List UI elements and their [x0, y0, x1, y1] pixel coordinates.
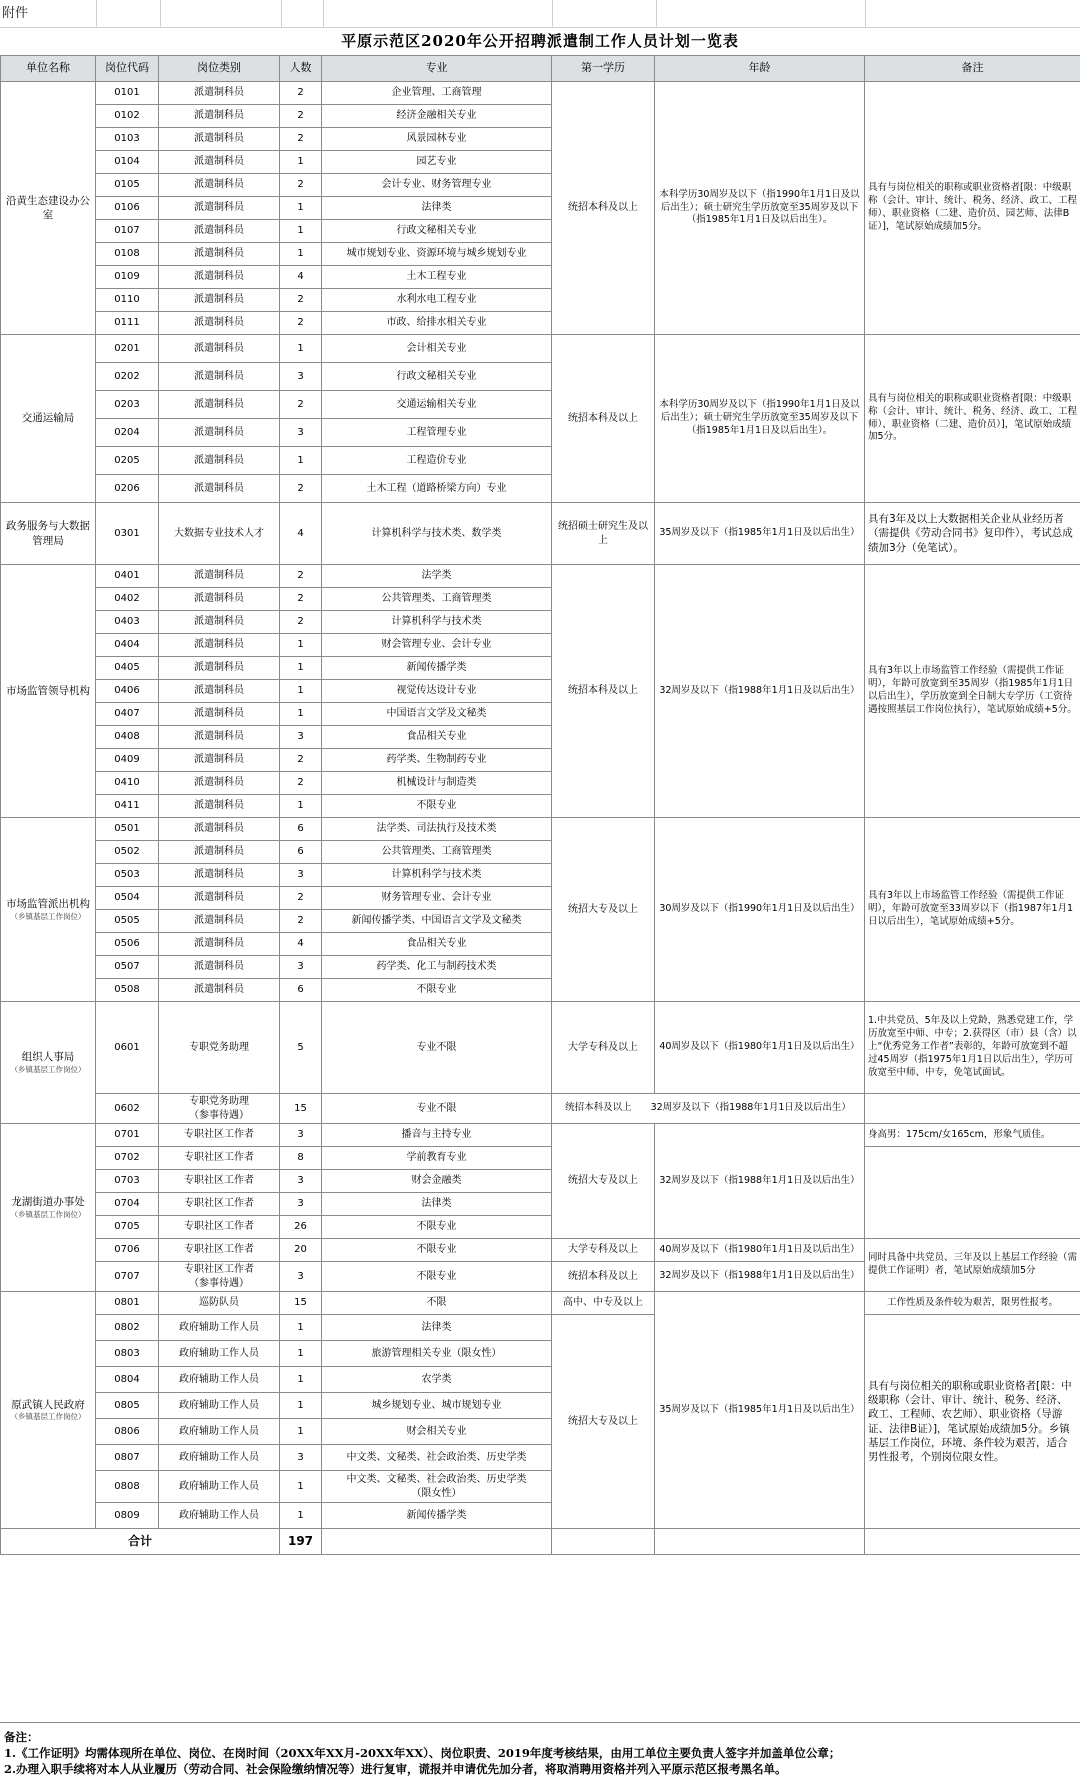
count-cell: 2 — [280, 82, 322, 105]
major-cell: 土木工程专业 — [322, 266, 552, 289]
notes-cell: 1.中共党员、5年及以上党龄，熟悉党建工作，学历放宽至中师、中专；2.获得区（市）县（含）以上“优秀党务工作者”表彰的，年龄可放宽到不超过45周岁（指1975年1月1日以后出生），学历可放宽至中师、中专，免笔试面试。 — [865, 1002, 1080, 1094]
category-cell: 政府辅助工作人员 — [159, 1445, 280, 1471]
count-cell: 1 — [280, 243, 322, 266]
count-cell: 6 — [280, 841, 322, 864]
code-cell: 0504 — [96, 887, 159, 910]
category-cell: 派遣制科员 — [159, 703, 280, 726]
code-cell: 0105 — [96, 174, 159, 197]
major-cell: 市政、给排水相关专业 — [322, 312, 552, 335]
age-cell: 35周岁及以下（指1985年1月1日及以后出生） — [655, 503, 865, 565]
count-cell: 20 — [280, 1239, 322, 1262]
education-cell: 统招大专及以上 — [552, 1315, 655, 1529]
age-cell: 30周岁及以下（指1990年1月1日及以后出生） — [655, 818, 865, 1002]
unit-subtitle: （乡镇基层工作岗位） — [10, 1064, 86, 1074]
major-cell: 财务管理专业、会计专业 — [322, 887, 552, 910]
age-cell: 本科学历30周岁及以下（指1990年1月1日及以后出生）；硕士研究生学历放宽至35周岁及以下（指1985年1月1日及以后出生）。 — [655, 82, 865, 335]
category-cell: 专职社区工作者 — [159, 1193, 280, 1216]
major-cell: 交通运输相关专业 — [322, 391, 552, 419]
category-cell: 派遣制科员 — [159, 841, 280, 864]
code-cell: 0406 — [96, 680, 159, 703]
code-cell: 0410 — [96, 772, 159, 795]
table-row — [1, 335, 1080, 363]
category-cell: 政府辅助工作人员 — [159, 1315, 280, 1341]
education-cell: 统招大专及以上 — [552, 818, 655, 1002]
code-cell: 0602 — [96, 1094, 159, 1124]
unit-cell: 交通运输局 — [1, 335, 96, 503]
code-cell: 0402 — [96, 588, 159, 611]
count-cell: 15 — [280, 1292, 322, 1315]
count-cell: 2 — [280, 312, 322, 335]
education-cell: 大学专科及以上 — [552, 1239, 655, 1262]
code-cell: 0803 — [96, 1341, 159, 1367]
notes-cell: 身高男：175cm/女165cm，形象气质佳。 — [865, 1124, 1080, 1147]
count-cell: 3 — [280, 864, 322, 887]
code-cell: 0104 — [96, 151, 159, 174]
count-cell: 4 — [280, 933, 322, 956]
attachment-bar — [0, 0, 1080, 28]
major-cell: 专业不限 — [322, 1094, 552, 1124]
code-cell: 0506 — [96, 933, 159, 956]
count-cell: 2 — [280, 128, 322, 151]
footnote-2: 2.办理入职手续将对本人从业履历（劳动合同、社会保险缴纳情况等）进行复审，谎报并申请优先加分者，将取消聘用资格并列入平原示范区报考黑名单。 — [4, 1762, 787, 1776]
unit-cell: 政务服务与大数据管理局 — [1, 503, 96, 565]
count-cell: 8 — [280, 1147, 322, 1170]
total-value: 197 — [280, 1529, 322, 1555]
code-cell: 0407 — [96, 703, 159, 726]
count-cell: 2 — [280, 475, 322, 503]
category-cell: 派遣制科员 — [159, 419, 280, 447]
col-header-education: 第一学历 — [552, 56, 655, 82]
code-cell: 0206 — [96, 475, 159, 503]
notes-cell: 同时具备中共党员、三年及以上基层工作经验（需提供工作证明）者，笔试原始成绩加5分 — [865, 1239, 1080, 1292]
table-row — [1, 1002, 1080, 1094]
count-cell: 2 — [280, 565, 322, 588]
code-cell: 0106 — [96, 197, 159, 220]
category-cell: 派遣制科员 — [159, 588, 280, 611]
age-cell: 40周岁及以下（指1980年1月1日及以后出生） — [655, 1239, 865, 1262]
count-cell: 1 — [280, 1367, 322, 1393]
major-cell: 公共管理类、工商管理类 — [322, 588, 552, 611]
footnote-heading: 备注： — [4, 1730, 39, 1744]
age-cell: 统招本科及以上 32周岁及以下（指1988年1月1日及以后出生） — [552, 1094, 865, 1124]
unit-subtitle: （乡镇基层工作岗位） — [10, 1412, 86, 1422]
count-cell: 1 — [280, 634, 322, 657]
education-cell: 高中、中专及以上 — [552, 1292, 655, 1315]
count-cell: 2 — [280, 289, 322, 312]
code-cell: 0801 — [96, 1292, 159, 1315]
major-cell: 不限 — [322, 1292, 552, 1315]
major-cell: 不限专业 — [322, 1262, 552, 1292]
category-cell: 派遣制科员 — [159, 910, 280, 933]
major-cell: 水利水电工程专业 — [322, 289, 552, 312]
recruitment-table — [0, 55, 1080, 1555]
count-cell: 1 — [280, 1503, 322, 1529]
category-cell: 派遣制科员 — [159, 266, 280, 289]
major-cell: 工程管理专业 — [322, 419, 552, 447]
code-cell: 0703 — [96, 1170, 159, 1193]
count-cell: 1 — [280, 447, 322, 475]
code-cell: 0107 — [96, 220, 159, 243]
count-cell: 1 — [280, 220, 322, 243]
education-cell: 统招本科及以上 — [552, 565, 655, 818]
count-cell: 3 — [280, 1170, 322, 1193]
count-cell: 1 — [280, 1315, 322, 1341]
major-cell: 法律类 — [322, 197, 552, 220]
major-cell: 专业不限 — [322, 1002, 552, 1094]
category-cell: 派遣制科员 — [159, 128, 280, 151]
code-cell: 0103 — [96, 128, 159, 151]
code-cell: 0705 — [96, 1216, 159, 1239]
category-cell: 派遣制科员 — [159, 243, 280, 266]
col-header-count: 人数 — [280, 56, 322, 82]
category-cell: 派遣制科员 — [159, 749, 280, 772]
table-row — [1, 82, 1080, 105]
count-cell: 1 — [280, 1393, 322, 1419]
category-cell: 派遣制科员 — [159, 772, 280, 795]
unit-cell: 龙湖街道办事处 （乡镇基层工作岗位） — [1, 1124, 96, 1292]
table-row — [1, 818, 1080, 841]
count-cell: 2 — [280, 910, 322, 933]
major-cell: 药学类、生物制药专业 — [322, 749, 552, 772]
code-cell: 0806 — [96, 1419, 159, 1445]
table-row — [1, 1239, 1080, 1262]
code-cell: 0707 — [96, 1262, 159, 1292]
category-cell: 派遣制科员 — [159, 611, 280, 634]
major-cell: 计算机科学与技术类、数学类 — [322, 503, 552, 565]
code-cell: 0706 — [96, 1239, 159, 1262]
count-cell: 3 — [280, 1124, 322, 1147]
count-cell: 4 — [280, 266, 322, 289]
count-cell: 3 — [280, 363, 322, 391]
count-cell: 1 — [280, 197, 322, 220]
total-row — [1, 1529, 1080, 1555]
code-cell: 0804 — [96, 1367, 159, 1393]
code-cell: 0102 — [96, 105, 159, 128]
col-header-category: 岗位类别 — [159, 56, 280, 82]
major-cell: 食品相关专业 — [322, 933, 552, 956]
major-cell: 城市规划专业、资源环境与城乡规划专业 — [322, 243, 552, 266]
count-cell: 2 — [280, 105, 322, 128]
unit-cell: 市场监管领导机构 — [1, 565, 96, 818]
category-cell: 政府辅助工作人员 — [159, 1503, 280, 1529]
count-cell: 26 — [280, 1216, 322, 1239]
major-cell: 经济金融相关专业 — [322, 105, 552, 128]
major-cell: 财会相关专业 — [322, 1419, 552, 1445]
notes-cell: 具有与岗位相关的职称或职业资格者[限：中级职称（会计、审计、统计、税务、经济、政工、工程师）、职业资格（二建、造价员、园艺师、法律B证）]，笔试原始成绩加5分。 — [865, 82, 1080, 335]
count-cell: 2 — [280, 611, 322, 634]
major-cell: 不限专业 — [322, 795, 552, 818]
table-row — [1, 1292, 1080, 1315]
age-cell: 32周岁及以下（指1988年1月1日及以后出生） — [655, 1124, 865, 1239]
code-cell: 0110 — [96, 289, 159, 312]
code-cell: 0502 — [96, 841, 159, 864]
category-cell: 专职社区工作者 — [159, 1216, 280, 1239]
unit-cell: 组织人事局 （乡镇基层工作岗位） — [1, 1002, 96, 1124]
major-cell: 不限专业 — [322, 1239, 552, 1262]
count-cell: 2 — [280, 588, 322, 611]
header-row — [1, 56, 1080, 82]
category-cell: 政府辅助工作人员 — [159, 1367, 280, 1393]
code-cell: 0701 — [96, 1124, 159, 1147]
code-cell: 0201 — [96, 335, 159, 363]
table-row — [1, 1147, 1080, 1170]
major-cell: 不限专业 — [322, 979, 552, 1002]
notes-cell: 具有与岗位相关的职称或职业资格者[限：中级职称（会计、审计、统计、税务、经济、政工、工程师）、职业资格（二建、造价员）]，笔试原始成绩加5分。 — [865, 335, 1080, 503]
col-header-code: 岗位代码 — [96, 56, 159, 82]
major-cell: 新闻传播学类、中国语言文学及文秘类 — [322, 910, 552, 933]
col-header-major: 专业 — [322, 56, 552, 82]
age-cell: 32周岁及以下（指1988年1月1日及以后出生） — [655, 1262, 865, 1292]
notes-cell — [865, 1147, 1080, 1239]
major-cell: 农学类 — [322, 1367, 552, 1393]
count-cell: 2 — [280, 772, 322, 795]
category-cell: 派遣制科员 — [159, 82, 280, 105]
code-cell: 0702 — [96, 1147, 159, 1170]
code-cell: 0405 — [96, 657, 159, 680]
count-cell: 1 — [280, 151, 322, 174]
major-cell: 城乡规划专业、城市规划专业 — [322, 1393, 552, 1419]
code-cell: 0404 — [96, 634, 159, 657]
count-cell: 2 — [280, 887, 322, 910]
code-cell: 0403 — [96, 611, 159, 634]
category-cell: 派遣制科员 — [159, 657, 280, 680]
major-cell: 食品相关专业 — [322, 726, 552, 749]
count-cell: 2 — [280, 174, 322, 197]
footnotes — [0, 1722, 1080, 1789]
category-cell: 派遣制科员 — [159, 312, 280, 335]
category-cell: 派遣制科员 — [159, 956, 280, 979]
age-cell: 32周岁及以下（指1988年1月1日及以后出生） — [655, 565, 865, 818]
count-cell: 1 — [280, 703, 322, 726]
notes-cell: 工作性质及条件较为艰苦，限男性报考。 — [865, 1292, 1080, 1315]
category-cell: 专职社区工作者 （参事待遇） — [159, 1262, 280, 1292]
code-cell: 0802 — [96, 1315, 159, 1341]
education-cell: 统招本科及以上 — [552, 82, 655, 335]
unit-cell: 沿黄生态建设办公室 — [1, 82, 96, 335]
age-cell: 本科学历30周岁及以下（指1990年1月1日及以后出生）；硕士研究生学历放宽至35周岁及以下（指1985年1月1日及以后出生）。 — [655, 335, 865, 503]
notes-cell: 具有3年以上市场监管工作经验（需提供工作证明），年龄可放宽到至35周岁（指1985年1月1日以后出生），学历放宽到全日制大专学历（工资待遇按照基层工作岗位执行），笔试原始成绩+5分。 — [865, 565, 1080, 818]
count-cell: 6 — [280, 979, 322, 1002]
count-cell: 3 — [280, 956, 322, 979]
category-cell: 派遣制科员 — [159, 447, 280, 475]
code-cell: 0807 — [96, 1445, 159, 1471]
table-row — [1, 503, 1080, 565]
code-cell: 0109 — [96, 266, 159, 289]
category-cell: 派遣制科员 — [159, 864, 280, 887]
major-cell: 风景园林专业 — [322, 128, 552, 151]
major-cell: 旅游管理相关专业（限女性） — [322, 1341, 552, 1367]
major-cell: 学前教育专业 — [322, 1147, 552, 1170]
major-cell: 工程造价专业 — [322, 447, 552, 475]
age-cell: 40周岁及以下（指1980年1月1日及以后出生） — [655, 1002, 865, 1094]
count-cell: 1 — [280, 657, 322, 680]
code-cell: 0505 — [96, 910, 159, 933]
code-cell: 0101 — [96, 82, 159, 105]
major-cell: 公共管理类、工商管理类 — [322, 841, 552, 864]
unit-subtitle: （乡镇基层工作岗位） — [10, 1209, 86, 1219]
major-cell: 机械设计与制造类 — [322, 772, 552, 795]
unit-cell: 市场监管派出机构 （乡镇基层工作岗位） — [1, 818, 96, 1002]
footnote-1: 1.《工作证明》均需体现所在单位、岗位、在岗时间（20XX年XX月-20XX年XX）、岗位职责、2019年度考核结果，由用工单位主要负责人签字并加盖单位公章； — [4, 1746, 841, 1760]
category-cell: 派遣制科员 — [159, 979, 280, 1002]
category-cell: 政府辅助工作人员 — [159, 1341, 280, 1367]
category-cell: 专职党务助理 — [159, 1002, 280, 1094]
unit-subtitle: （乡镇基层工作岗位） — [10, 911, 86, 921]
code-cell: 0411 — [96, 795, 159, 818]
code-cell: 0205 — [96, 447, 159, 475]
count-cell: 3 — [280, 419, 322, 447]
major-cell: 中国语言文学及文秘类 — [322, 703, 552, 726]
code-cell: 0301 — [96, 503, 159, 565]
count-cell: 3 — [280, 1193, 322, 1216]
major-cell: 企业管理、工商管理 — [322, 82, 552, 105]
notes-cell: 具有3年及以上大数据相关企业从业经历者（需提供《劳动合同书》复印件），考试总成绩加3分（免笔试）。 — [865, 503, 1080, 565]
major-cell: 视觉传达设计专业 — [322, 680, 552, 703]
col-header-age: 年龄 — [655, 56, 865, 82]
count-cell: 2 — [280, 391, 322, 419]
major-cell: 药学类、化工与制药技术类 — [322, 956, 552, 979]
major-cell: 不限专业 — [322, 1216, 552, 1239]
code-cell: 0204 — [96, 419, 159, 447]
category-cell: 派遣制科员 — [159, 197, 280, 220]
count-cell: 1 — [280, 795, 322, 818]
category-cell: 派遣制科员 — [159, 363, 280, 391]
major-cell: 会计专业、财务管理专业 — [322, 174, 552, 197]
education-cell: 统招本科及以上 — [552, 335, 655, 503]
table-row — [1, 1315, 1080, 1341]
count-cell: 3 — [280, 1262, 322, 1292]
count-cell: 3 — [280, 726, 322, 749]
col-header-notes: 备注 — [865, 56, 1080, 82]
table-row — [1, 1124, 1080, 1147]
category-cell: 派遣制科员 — [159, 933, 280, 956]
table-row — [1, 565, 1080, 588]
category-cell: 派遣制科员 — [159, 220, 280, 243]
major-cell: 土木工程（道路桥梁方向）专业 — [322, 475, 552, 503]
major-cell: 法学类 — [322, 565, 552, 588]
major-cell: 法学类、司法执行及技术类 — [322, 818, 552, 841]
category-cell: 派遣制科员 — [159, 795, 280, 818]
category-cell: 派遣制科员 — [159, 174, 280, 197]
education-cell: 统招大专及以上 — [552, 1124, 655, 1239]
code-cell: 0202 — [96, 363, 159, 391]
category-cell: 专职党务助理 （参事待遇） — [159, 1094, 280, 1124]
major-cell: 行政文秘相关专业 — [322, 220, 552, 243]
total-label: 合计 — [1, 1529, 280, 1555]
category-cell: 政府辅助工作人员 — [159, 1471, 280, 1503]
code-cell: 0507 — [96, 956, 159, 979]
category-cell: 派遣制科员 — [159, 818, 280, 841]
code-cell: 0409 — [96, 749, 159, 772]
code-cell: 0501 — [96, 818, 159, 841]
count-cell: 2 — [280, 749, 322, 772]
code-cell: 0809 — [96, 1503, 159, 1529]
category-cell: 派遣制科员 — [159, 289, 280, 312]
major-cell: 中文类、文秘类、社会政治类、历史学类 — [322, 1445, 552, 1471]
education-cell: 统招硕士研究生及以上 — [552, 503, 655, 565]
notes-cell: 具有与岗位相关的职称或职业资格者[限：中级职称（会计、审计、统计、税务、经济、政工、工程师、农艺师）、职业资格（导游证、法律B证）]，笔试原始成绩加5分。乡镇基层工作岗位，环境、条件较为艰苦，适合男性报考，个别岗位限女性。 — [865, 1315, 1080, 1529]
major-cell: 新闻传播学类 — [322, 657, 552, 680]
major-cell: 播音与主持专业 — [322, 1124, 552, 1147]
code-cell: 0503 — [96, 864, 159, 887]
page-title: 平原示范区2020年公开招聘派遣制工作人员计划一览表 — [341, 32, 739, 50]
major-cell: 财会金融类 — [322, 1170, 552, 1193]
code-cell: 0508 — [96, 979, 159, 1002]
unit-cell: 原武镇人民政府 （乡镇基层工作岗位） — [1, 1292, 96, 1529]
count-cell: 3 — [280, 1445, 322, 1471]
major-cell: 计算机科学与技术类 — [322, 864, 552, 887]
notes-cell: 具有3年以上市场监管工作经验（需提供工作证明），年龄可放宽至33周岁以下（指1987年1月1日以后出生），笔试原始成绩+5分。 — [865, 818, 1080, 1002]
major-cell: 法律类 — [322, 1315, 552, 1341]
code-cell: 0401 — [96, 565, 159, 588]
category-cell: 派遣制科员 — [159, 475, 280, 503]
major-cell: 计算机科学与技术类 — [322, 611, 552, 634]
code-cell: 0108 — [96, 243, 159, 266]
education-cell: 大学专科及以上 — [552, 1002, 655, 1094]
count-cell: 6 — [280, 818, 322, 841]
category-cell: 派遣制科员 — [159, 391, 280, 419]
attachment-label: 附件 — [0, 0, 97, 27]
code-cell: 0808 — [96, 1471, 159, 1503]
category-cell: 派遣制科员 — [159, 151, 280, 174]
major-cell: 园艺专业 — [322, 151, 552, 174]
category-cell: 专职社区工作者 — [159, 1147, 280, 1170]
count-cell: 4 — [280, 503, 322, 565]
code-cell: 0805 — [96, 1393, 159, 1419]
category-cell: 大数据专业技术人才 — [159, 503, 280, 565]
major-cell: 法律类 — [322, 1193, 552, 1216]
code-cell: 0111 — [96, 312, 159, 335]
category-cell: 专职社区工作者 — [159, 1170, 280, 1193]
education-cell: 统招本科及以上 — [552, 1262, 655, 1292]
count-cell: 5 — [280, 1002, 322, 1094]
count-cell: 1 — [280, 335, 322, 363]
category-cell: 派遣制科员 — [159, 887, 280, 910]
col-header-unit: 单位名称 — [1, 56, 96, 82]
category-cell: 派遣制科员 — [159, 726, 280, 749]
category-cell: 专职社区工作者 — [159, 1239, 280, 1262]
category-cell: 派遣制科员 — [159, 105, 280, 128]
table-row — [1, 1094, 1080, 1124]
major-cell: 新闻传播学类 — [322, 1503, 552, 1529]
category-cell: 派遣制科员 — [159, 565, 280, 588]
count-cell: 1 — [280, 1471, 322, 1503]
category-cell: 派遣制科员 — [159, 634, 280, 657]
category-cell: 巡防队员 — [159, 1292, 280, 1315]
code-cell: 0408 — [96, 726, 159, 749]
notes-cell — [865, 1094, 1080, 1124]
code-cell: 0601 — [96, 1002, 159, 1094]
category-cell: 政府辅助工作人员 — [159, 1419, 280, 1445]
major-cell: 行政文秘相关专业 — [322, 363, 552, 391]
age-cell: 35周岁及以下（指1985年1月1日及以后出生） — [655, 1292, 865, 1529]
major-cell: 会计相关专业 — [322, 335, 552, 363]
category-cell: 派遣制科员 — [159, 335, 280, 363]
major-cell: 财会管理专业、会计专业 — [322, 634, 552, 657]
count-cell: 15 — [280, 1094, 322, 1124]
code-cell: 0704 — [96, 1193, 159, 1216]
category-cell: 政府辅助工作人员 — [159, 1393, 280, 1419]
count-cell: 1 — [280, 680, 322, 703]
count-cell: 1 — [280, 1419, 322, 1445]
category-cell: 派遣制科员 — [159, 680, 280, 703]
count-cell: 1 — [280, 1341, 322, 1367]
category-cell: 专职社区工作者 — [159, 1124, 280, 1147]
code-cell: 0203 — [96, 391, 159, 419]
major-cell: 中文类、文秘类、社会政治类、历史学类 （限女性） — [322, 1471, 552, 1503]
